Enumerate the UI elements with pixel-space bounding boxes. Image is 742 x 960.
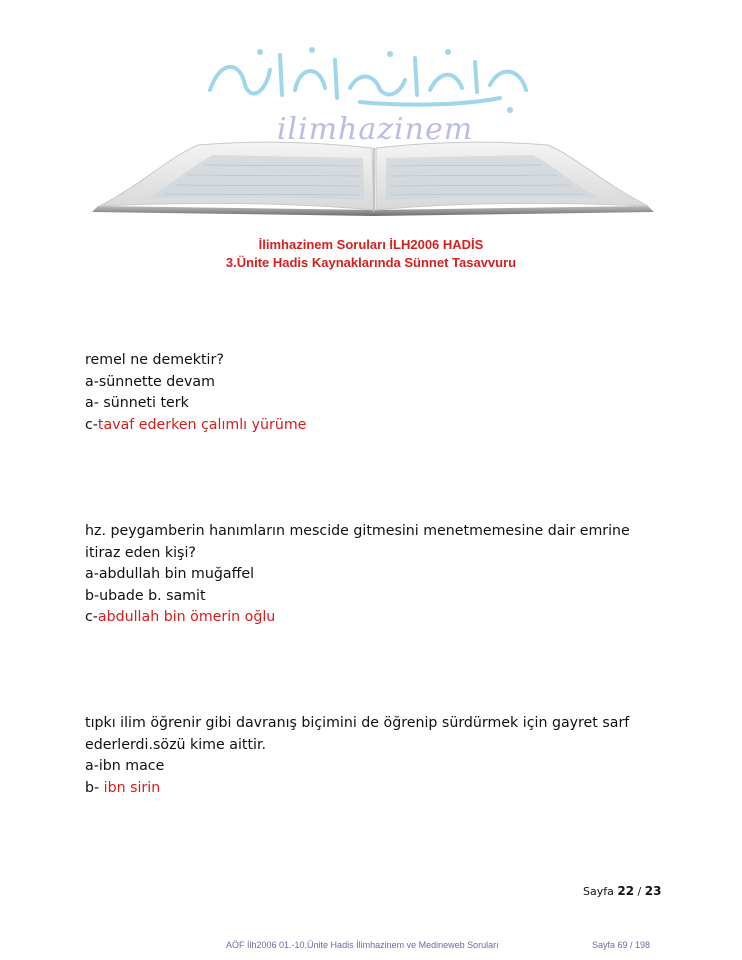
answer-option-correct: c-tavaf ederken çalımlı yürüme <box>85 416 307 433</box>
answer-option: a- sünneti terk <box>85 395 189 411</box>
question-2 <box>85 521 655 629</box>
answer-option-correct: c-abdullah bin ömerin oğlu <box>85 609 276 625</box>
answer-option: b-ubade b. samit <box>85 587 206 604</box>
answer-option: a-sünnette devam <box>85 373 215 390</box>
question-1 <box>85 350 655 436</box>
question-3 <box>85 713 655 799</box>
question-text: itiraz eden kişi? <box>85 544 196 561</box>
question-text: tıpkı ilim öğrenir gibi davranış biçimini de öğrenip sürdürmek için gayret sarf <box>85 715 630 731</box>
question-text: ederlerdi.sözü kime aittir. <box>85 736 266 753</box>
footer-page-count: Sayfa 69 / 198 <box>592 940 651 950</box>
question-text: hz. peygamberin hanımların mescide gitmesini menetmemesine dair emrine <box>85 523 630 539</box>
besmele-calligraphy <box>200 40 540 120</box>
document-title <box>0 236 742 272</box>
answer-option: a-abdullah bin muğaffel <box>85 566 255 582</box>
answer-option: a-ibn mace <box>85 758 165 774</box>
brand-watermark: ilimhazinem <box>276 112 474 147</box>
page-number: Sayfa 22 / 23 <box>583 884 662 898</box>
question-text: remel ne demektir? <box>85 352 224 368</box>
title-line-2: 3.Ünite Hadis Kaynaklarında Sünnet Tasavvuru <box>225 255 517 270</box>
title-line-1: İlimhazinem Soruları İLH2006 HADİS <box>258 237 484 252</box>
footer-source: AÖF İlh2006 01.-10.Ünite Hadis İlimhazinem ve Medineweb Soruları <box>226 940 499 950</box>
answer-option-correct: b- ibn sirin <box>85 779 161 796</box>
